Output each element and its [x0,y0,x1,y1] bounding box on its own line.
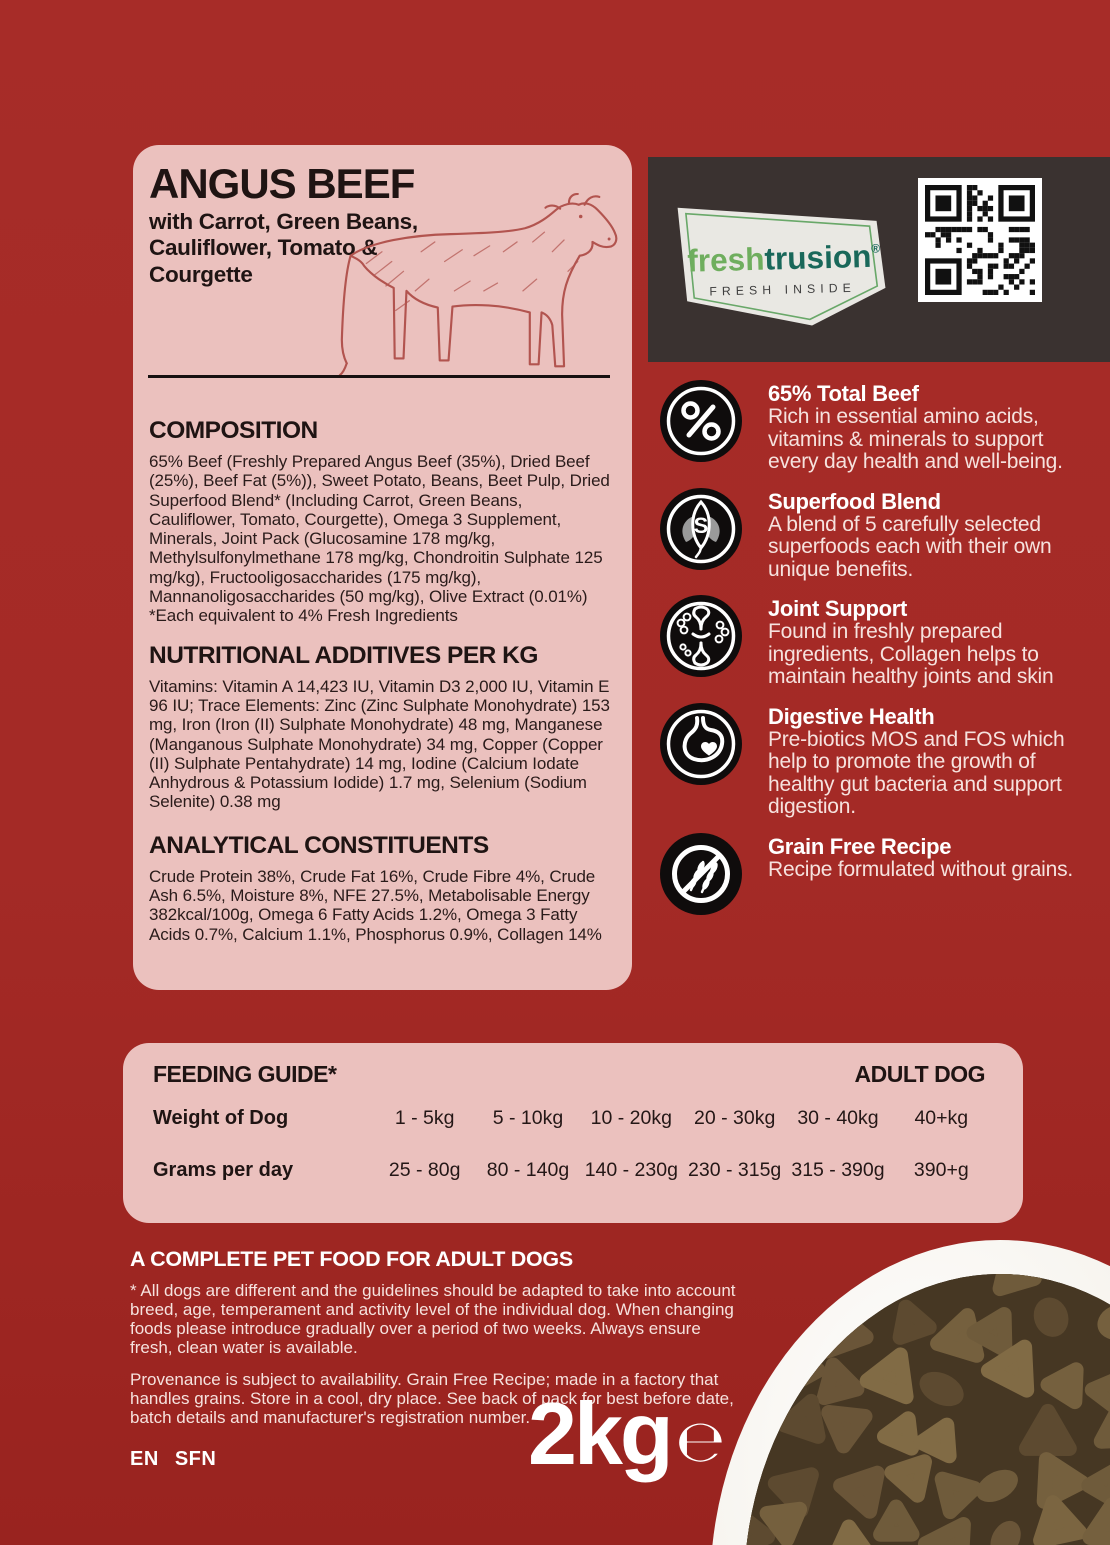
superfood-leaf-icon [660,488,742,570]
svg-text:freshtrusion® [687,238,881,279]
weight-cell: 40+kg [914,1107,969,1129]
grams-cell: 390+g [913,1159,969,1181]
language-codes: EN SFN [130,1448,217,1470]
grams-cell: 140 - 230g [584,1159,678,1181]
weight-cell: 5 - 10kg [492,1107,564,1129]
badge-tagline: FRESH INSIDE [709,280,857,299]
benefit-heading: 65% Total Beef [768,381,919,406]
badge-registered-mark: ® [870,241,881,256]
feeding-guide-audience: ADULT DOG [854,1061,985,1087]
cow-sketch-illustration [325,193,623,379]
percent-icon [660,380,742,462]
label-sections [149,405,612,944]
product-title: ANGUS BEEF [149,160,415,207]
composition-body: 65% Beef (Freshly Prepared Angus Beef (35%), Dried Beef (25%), Beef Fat (5%)), Sweet Potato, Beans, Beet Pulp, Dried Superfood Blend* (Including Carrot, Green Beans, Cauliflower, Tomato, Courgette), Omega 3 Supplement, Minerals, Joint Pack (Glucosamine 178 mg/kg, Methylsulfonylmethane 178 mg/kg, Chondroitin Sulphate 125 mg/kg), Fructooligosaccharides (175 mg/kg), Mannanoligosaccharides (50 mg/kg), Olive Extract (0.01%) *Each equivalent to 4% Fresh Ingredients [149,452,610,626]
benefit-superfood-blend [660,488,1108,582]
benefit-grain-free [660,833,1108,915]
analytical-body: Crude Protein 38%, Crude Fat 16%, Crude Fibre 4%, Crude Ash 6.5%, Moisture 8%, NFE 27.5%, Metabolisable Energy 382kcal/100g, Omega 6 Fatty Acids 1.2%, Omega 3 Fatty Acids 0.7%, Calcium 1.1%, Phosphorus 0.9%, Collagen 14% [149,866,602,944]
benefit-body: Recipe formulated without grains. [768,857,1074,881]
weight-row-label: Weight of Dog [153,1107,289,1129]
brand-strip [648,157,1110,362]
net-weight-value: 2kg [528,1384,671,1483]
grams-row [153,1159,993,1182]
provenance-note: Provenance is subject to availability. Grain Free Recipe; made in a factory that handles grains. Store in a cool, dry place. See back of pack for best before date, batch details and manufacturer's registration number. [130,1370,734,1427]
svg-text:S: S [693,512,709,538]
benefit-body: Pre-biotics MOS and FOS which help to promote the growth of healthy gut bacteria and support digestion. [768,727,1065,818]
kibble-pile [744,1274,1110,1545]
benefit-heading: Digestive Health [768,703,935,729]
grams-cell: 25 - 80g [388,1159,461,1181]
weight-cell: 30 - 40kg [797,1107,879,1129]
benefit-total-beef [660,380,1108,474]
product-subtitle: with Carrot, Green Beans, Cauliflower, Tomato & Courgette [149,209,418,287]
weight-cell: 1 - 5kg [394,1107,455,1129]
additives-heading: NUTRITIONAL ADDITIVES PER KG [149,641,538,669]
net-weight [528,1384,726,1483]
qr-code [918,178,1042,302]
weight-cell: 20 - 30kg [693,1107,776,1129]
freshtrusion-badge [672,188,900,338]
additives-body: Vitamins: Vitamin A 14,423 IU, Vitamin D3 2,000 IU, Vitamin E 96 IU; Trace Elements: Zinc (Zinc Sulphate Monohydrate) 153 mg, Iron (Iron (II) Sulphate Monohydrate) 48 mg, Manganese (Manganous Sulphate Monohydrate) 34 mg, Copper (Copper (II) Sulphate Pentahydrate) 14 mg, Iodine (Calcium Iodate Anhydrous & Potassium Iodide) 1.7 mg, Selenium (Sodium Selenite) 0.38 mg [149,676,610,812]
benefit-body: Rich in essential amino acids, vitamins & minerals to support every day health and well-being. [768,405,1063,473]
benefit-heading: Superfood Blend [768,488,941,514]
joint-icon [660,595,742,677]
benefit-joint-support [660,595,1108,689]
benefit-body: A blend of 5 carefully selected superfoods each with their own unique benefits. [768,512,1052,581]
feeding-guidelines-note: * All dogs are different and the guidelines should be adapted to take into account breed, age, temperament and activity level of the individual dog. When changing foods please introduce gradually over a period of two weeks. Always ensure fresh, clean water is available. [130,1281,736,1357]
feeding-guide-heading: FEEDING GUIDE* [153,1061,337,1087]
grams-cell: 230 - 315g [688,1159,782,1181]
grams-cell: 80 - 140g [486,1159,570,1181]
benefit-digestive-health [660,703,1108,819]
stomach-icon [660,703,742,785]
weight-row [153,1107,993,1130]
benefit-heading: Joint Support [768,596,908,621]
product-info-panel [133,145,632,990]
composition-heading: COMPOSITION [149,417,318,444]
badge-trusion-text: trusion [763,237,872,277]
complete-food-heading: A COMPLETE PET FOOD FOR ADULT DOGS [130,1247,573,1271]
feeding-guide-panel [123,1043,1023,1223]
benefit-body: Found in freshly prepared ingredients, Collagen helps to maintain healthy joints and skin [768,620,1054,688]
grams-cell: 315 - 390g [791,1159,885,1181]
grain-free-icon [660,833,742,915]
grams-row-label: Grams per day [153,1159,294,1181]
weight-cell: 10 - 20kg [590,1107,672,1129]
divider-rule [148,375,610,378]
estimated-sign: ℮ [675,1406,726,1475]
benefit-heading: Grain Free Recipe [768,833,952,859]
benefits-list [660,380,1108,929]
analytical-heading: ANALYTICAL CONSTITUENTS [149,831,489,859]
badge-fresh-text: fresh [686,240,765,279]
